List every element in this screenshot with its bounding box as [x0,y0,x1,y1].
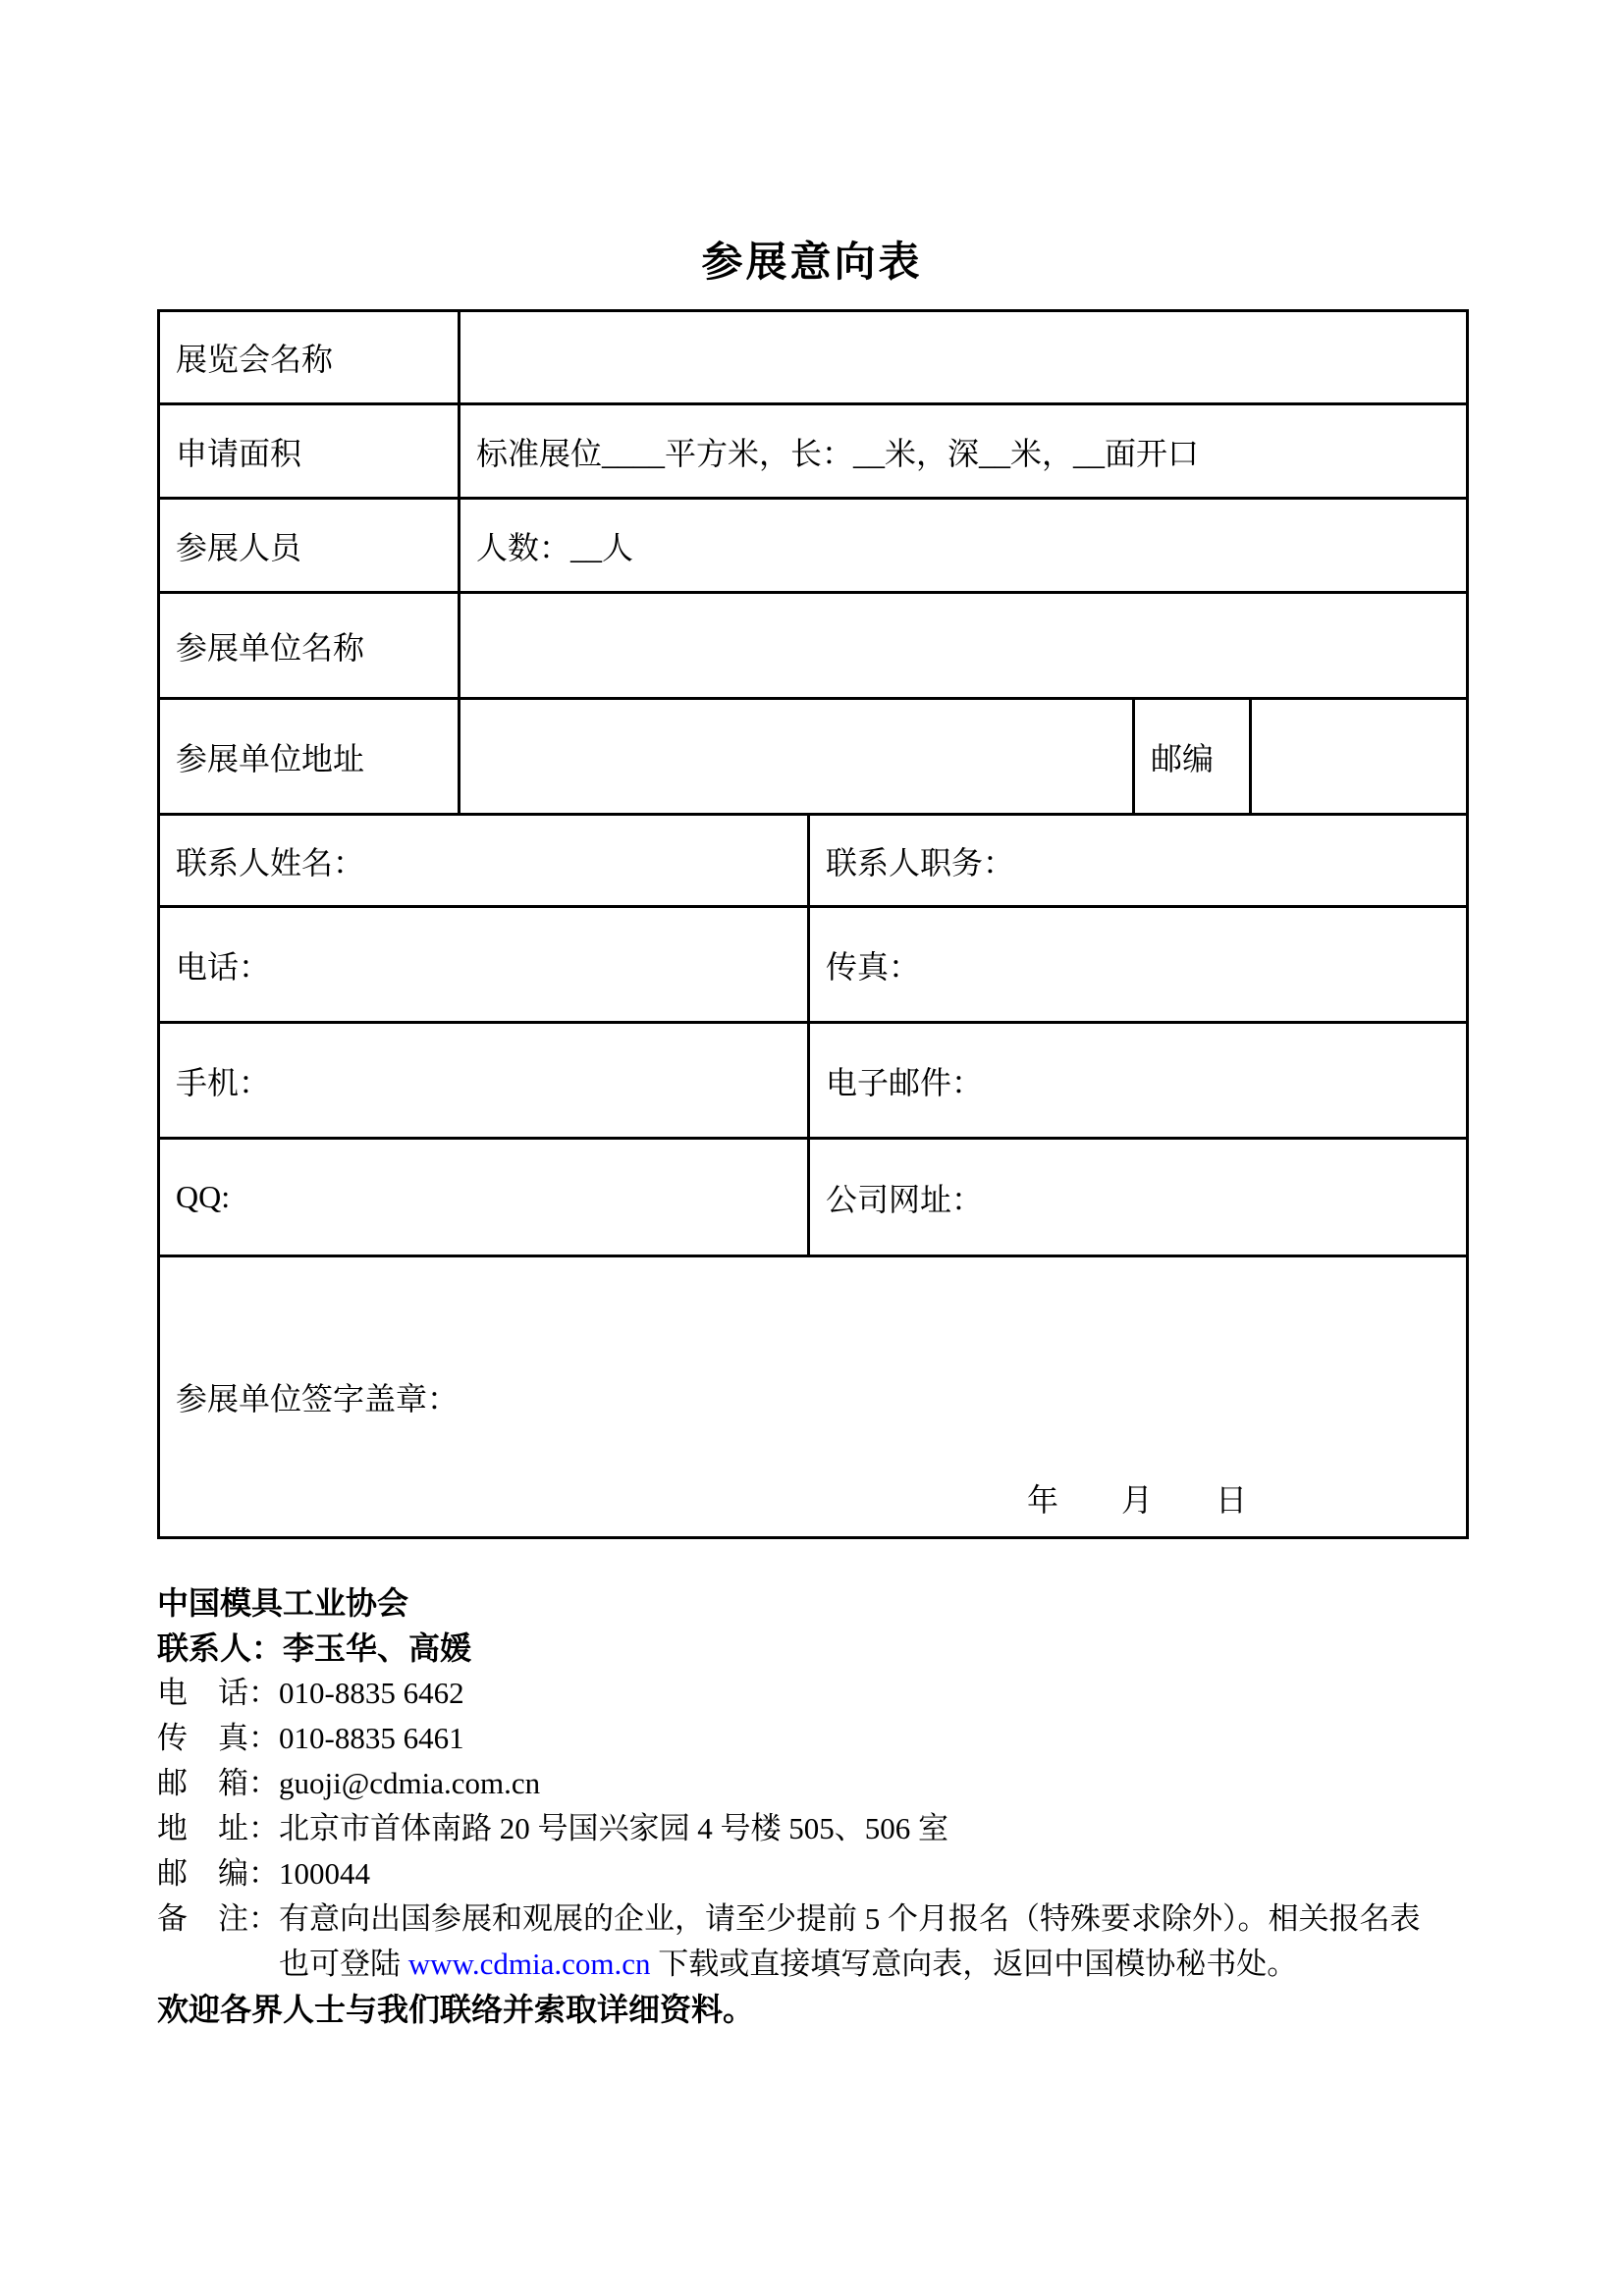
row-mobile-email [159,1023,1468,1139]
field-value-exhibitor-staff: 人数：__人 [460,499,1468,593]
row-signature [159,1256,1468,1538]
note-content [279,1896,1512,1987]
signature-label: 参展单位签字盖章： [176,1381,460,1416]
signature-cell [159,1256,1468,1538]
note-line [157,1896,1512,1987]
fax-line [157,1716,1512,1761]
email-value: guoji@cdmia.com.cn [279,1766,541,1800]
postcode-value: 100044 [279,1856,370,1891]
contact-persons-line: 联系人：李玉华、高媛 [157,1630,472,1666]
field-label-exhibitor-staff: 参展人员 [159,499,460,593]
welcome-line: 欢迎各界人士与我们联络并索取详细资料。 [157,1992,755,2027]
fax-label: 传 真： [157,1721,279,1755]
field-contact-title: 联系人职务： [809,815,1468,907]
row-applied-area [159,404,1468,499]
address-label: 地 址： [157,1811,279,1845]
row-company-address [159,699,1468,815]
field-value-applied-area: 标准展位____平方米，长：__米，深__米，__面开口 [460,404,1468,499]
field-label-applied-area: 申请面积 [159,404,460,499]
field-email: 电子邮件： [809,1023,1468,1139]
note-line2-prefix: 也可登陆 [279,1947,408,1981]
phone-label: 电 话： [157,1676,279,1710]
note-label: 备 注： [157,1901,279,1936]
row-exhibition-name [159,311,1468,404]
phone-line [157,1671,1512,1716]
field-website: 公司网址： [809,1139,1468,1256]
fax-value: 010-8835 6461 [279,1721,464,1755]
org-name: 中国模具工业协会 [157,1585,409,1621]
page-title: 参展意向表 [701,240,923,286]
row-exhibitor-staff [159,499,1468,593]
address-value: 北京市首体南路 20 号国兴家园 4 号楼 505、506 室 [279,1811,948,1845]
postcode-line [157,1851,1512,1896]
note-line2-suffix: 下载或直接填写意向表，返回中国模协秘书处。 [650,1947,1298,1981]
field-value-exhibition-name [460,311,1468,404]
row-qq-website [159,1139,1468,1256]
email-line [157,1761,1512,1806]
note-text-line2 [279,1942,1512,1987]
row-phone-fax [159,907,1468,1023]
field-label-company-name: 参展单位名称 [159,593,460,699]
phone-value: 010-8835 6462 [279,1676,464,1710]
postcode-label: 邮 编： [157,1856,279,1891]
footer-contact-block [157,1580,1512,2032]
field-contact-name: 联系人姓名： [159,815,809,907]
field-phone: 电话： [159,907,809,1023]
exhibition-intent-form-table [157,309,1469,1539]
field-label-company-address: 参展单位地址 [159,699,460,815]
field-label-exhibition-name: 展览会名称 [159,311,460,404]
field-value-company-address [460,699,1134,815]
field-fax: 传真： [809,907,1468,1023]
note-text-line1: 有意向出国参展和观展的企业，请至少提前 5 个月报名（特殊要求除外）。相关报名表 [279,1901,1421,1936]
field-label-postcode: 邮编 [1134,699,1251,815]
field-value-company-name [460,593,1468,699]
field-mobile: 手机： [159,1023,809,1139]
signature-date-line: 年 月 日 [1026,1482,1247,1518]
email-label: 邮 箱： [157,1766,279,1800]
row-contact-name-title [159,815,1468,907]
website-link[interactable]: www.cdmia.com.cn [407,1947,651,1981]
address-line [157,1806,1512,1851]
field-qq: QQ: [159,1139,809,1256]
row-company-name [159,593,1468,699]
field-value-postcode [1251,699,1468,815]
